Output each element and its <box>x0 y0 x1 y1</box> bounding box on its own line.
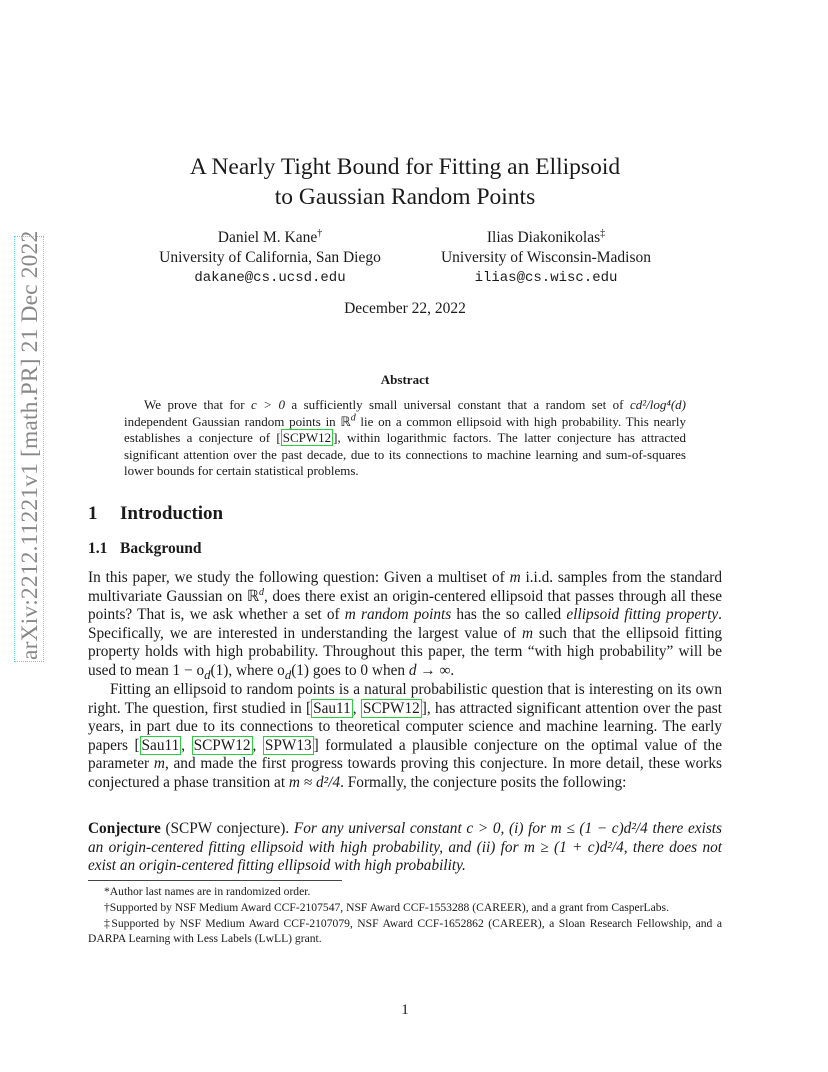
paragraph-1: In this paper, we study the following question: Given a multiset of m i.i.d. samples from the standard multivariate Gaussian on ℝ$^d$, does there exist an origin-centered ellipsoid that passes through all these points? That is, we ask whether a set of m random points has the so called ellipsoid fitting property. Specifically, we are interested in understanding the largest value of m such that the ellipsoid fitting property holds with high probability. Throughout this paper, the term “with high probability” will be used to mean $1 - o_d(1)$, where $o_d(1)$ goes to 0 when d → ∞. <box>88 569 722 683</box>
paper-title <box>150 152 660 212</box>
conjecture-statement: Conjecture (SCPW conjecture). For any universal constant c > 0, (i) for m ≤ (1 − c)d²/4 there exists an origin-centered fitting ellipsoid with high probability, and (ii) for m ≥ (1 + c)d²/4, there does not exist an origin-centered fitting ellipsoid with high probability. <box>88 820 723 875</box>
author-block-2 <box>423 228 669 288</box>
title-line-2: to Gaussian Random Points <box>274 184 536 210</box>
section-heading: 1 Introduction <box>88 503 224 524</box>
title-line-1: A Nearly Tight Bound for Fitting an Ellipsoid <box>189 154 621 180</box>
author-block-1 <box>143 228 397 288</box>
paragraph-2: Fitting an ellipsoid to random points is a natural probabilistic question that is interesting on its own right. The question, first studied in [ Sau11 , SCPW12 ], has attracted significant attention over the past years, in part due to its connections to theoretical computer science and machine learning. The early papers [ Sau11 , SCPW12 , SPW13 ] formulated a plausible conjecture on the optimal value of the parameter m, and made the first progress towards proving this conjecture. In more detail, these works conjectured a phase transition at m ≈ d²/4. Formally, the conjecture posits the following: <box>88 681 722 791</box>
footnotes <box>88 884 722 947</box>
abstract-heading: Abstract <box>380 372 430 387</box>
arxiv-identifier[interactable]: arXiv:2212.11221v1 [math.PR] 21 Dec 2022 <box>17 230 43 660</box>
author-email[interactable]: ilias@cs.wisc.edu <box>474 270 618 286</box>
footnote-rule <box>88 880 342 881</box>
citation-link[interactable]: Sau11 <box>141 736 180 754</box>
citation-link[interactable]: SPW13 <box>264 736 312 754</box>
author-affiliation: University of California, San Diego <box>159 249 381 266</box>
citation-link[interactable]: SCPW12 <box>282 430 332 446</box>
citation-link[interactable]: Sau11 <box>313 699 351 717</box>
author-email[interactable]: dakane@cs.ucsd.edu <box>194 270 346 286</box>
author-name: Daniel M. Kane <box>217 229 318 246</box>
author-mark: ‡ <box>600 227 606 239</box>
author-mark: † <box>317 227 323 239</box>
author-affiliation: University of Wisconsin-Madison <box>440 249 652 266</box>
footnote: ‡Supported by NSF Medium Award CCF-2107079, NSF Award CCF-1652862 (CAREER), a Sloan Research Fellowship, and a DARPA Learning with Less Labels (LwLL) grant. <box>88 917 722 945</box>
abstract-text: We prove that for c > 0 a sufficiently small universal constant that a random set of cd²/log⁴(d) independent Gaussian random points in ℝ$^d$ lie on a common ellipsoid with high probability. This nearly establishes a conjecture of [ SCPW12 ], within logarithmic factors. The latter conjecture has attracted significant attention over the past decade, due to its connections to machine learning and sum-of-squares lower bounds for certain statistical problems. <box>124 397 687 479</box>
citation-link[interactable]: SCPW12 <box>193 736 251 754</box>
footnote: *Author last names are in randomized order. <box>104 885 311 898</box>
footnote: †Supported by NSF Medium Award CCF-2107547, NSF Award CCF-1553288 (CAREER), and a grant from CasperLabs. <box>104 901 669 914</box>
paper-date: December 22, 2022 <box>344 300 466 317</box>
author-name: Ilias Diakonikolas <box>486 229 601 246</box>
citation-link[interactable]: SCPW12 <box>362 699 420 717</box>
subsection-heading: 1.1 Background <box>88 540 202 557</box>
page-number: 1 <box>401 1002 409 1018</box>
